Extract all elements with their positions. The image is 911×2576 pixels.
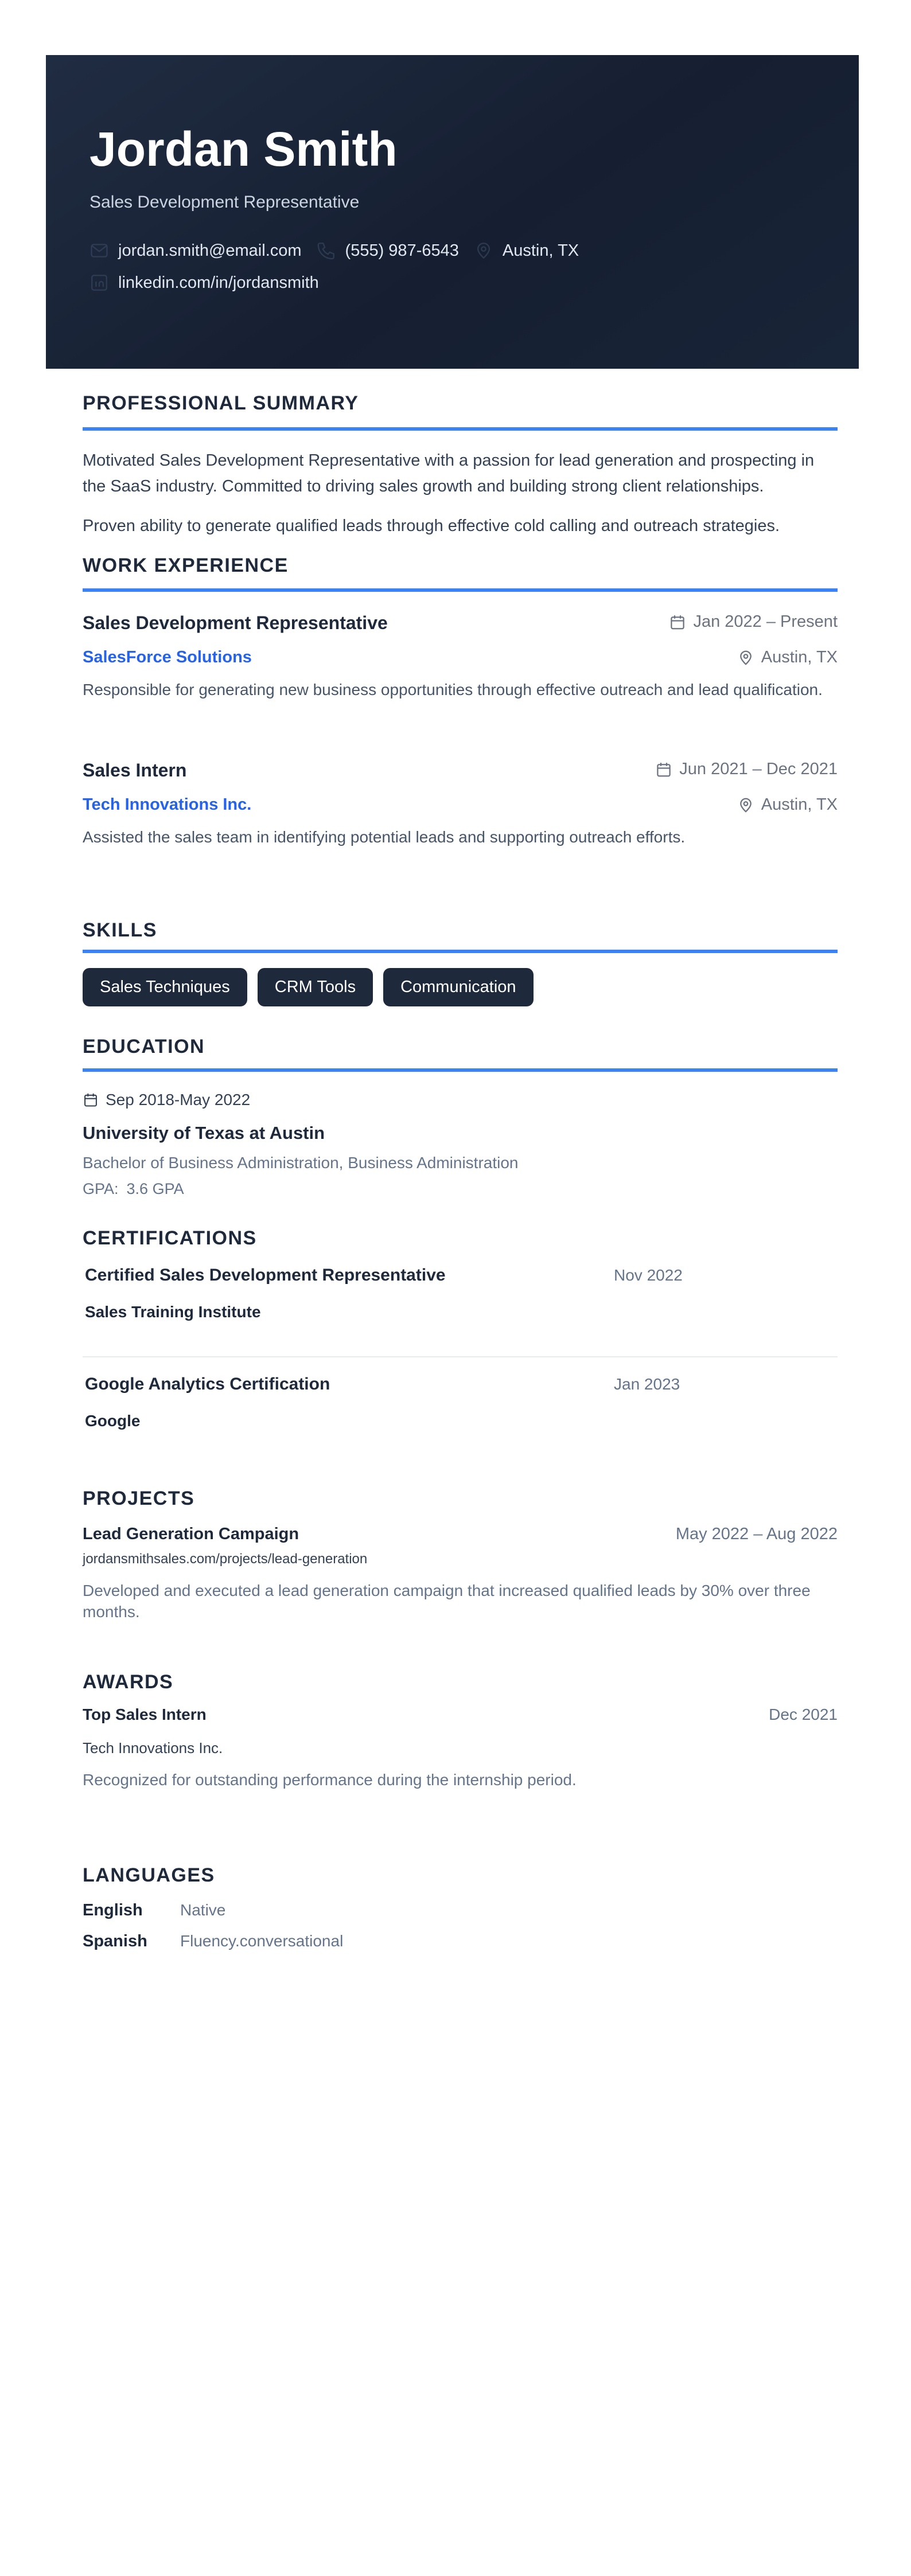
language-level: Native [180, 1901, 226, 1919]
contact-row-2 [89, 273, 824, 292]
job-title: Sales Intern [83, 760, 187, 780]
company-link: SalesForce Solutions [83, 648, 252, 666]
degree: Bachelor of Business Administration, Business Administration [83, 1154, 519, 1172]
location-pin-icon [737, 797, 754, 814]
summary-heading: PROFESSIONAL SUMMARY [83, 392, 359, 414]
section-languages [83, 1865, 838, 1950]
contact-info [89, 241, 824, 292]
education-date: Sep 2018-May 2022 [83, 1091, 838, 1109]
job-entry-2 [83, 760, 838, 848]
contact-linkedin-text: linkedin.com/in/jordansmith [118, 273, 319, 292]
job-date: Jan 2022 – Present [669, 612, 838, 631]
accent-rule [83, 1068, 838, 1072]
skill-chip: Sales Techniques [83, 968, 247, 1006]
award-name: Top Sales Intern [83, 1705, 207, 1723]
gpa-value: 3.6 GPA [126, 1180, 184, 1197]
location-pin-icon [474, 241, 493, 260]
skill-chip-list [83, 968, 838, 1006]
certification-name: Certified Sales Development Representative [85, 1266, 446, 1285]
school-name: University of Texas at Austin [83, 1123, 325, 1143]
language-row [83, 1933, 838, 1950]
language-name: Spanish [83, 1932, 147, 1950]
contact-row-1 [89, 241, 824, 260]
contact-phone-text: (555) 987-6543 [345, 241, 459, 260]
summary-paragraph-1: Motivated Sales Development Representative with a passion for lead generation and prospecting in the SaaS industry. Committed to driving sales growth and building strong client relationships. [83, 451, 815, 495]
award-description: Recognized for outstanding performance during the internship period. [83, 1771, 577, 1789]
accent-rule [83, 950, 838, 953]
contact-email [89, 241, 302, 260]
accent-rule [83, 427, 838, 431]
job-date: Jun 2021 – Dec 2021 [655, 760, 838, 779]
job-location: Austin, TX [737, 648, 838, 667]
calendar-icon [83, 1092, 99, 1108]
section-experience [83, 555, 838, 848]
certification-date: Nov 2022 [614, 1266, 683, 1284]
project-name: Lead Generation Campaign [83, 1525, 299, 1543]
skill-chip: CRM Tools [258, 968, 373, 1006]
languages-heading: LANGUAGES [83, 1864, 215, 1886]
certification-issuer: Sales Training Institute [85, 1303, 261, 1321]
contact-location-text: Austin, TX [502, 241, 579, 260]
contact-location [474, 241, 579, 260]
resume-body [83, 393, 838, 1950]
gpa-label: GPA: [83, 1180, 119, 1197]
skills-heading: SKILLS [83, 919, 157, 941]
job-title: Sales Development Representative [83, 612, 388, 633]
contact-email-text: jordan.smith@email.com [118, 241, 302, 260]
resume-header [46, 55, 859, 369]
skill-chip: Communication [383, 968, 533, 1006]
summary-paragraph-2: Proven ability to generate qualified leads through effective cold calling and outreach strategies. [83, 517, 780, 535]
person-job-title: Sales Development Representative [89, 193, 360, 212]
project-url: jordansmithsales.com/projects/lead-generation [83, 1551, 368, 1567]
contact-phone [317, 241, 459, 260]
job-entry-1 [83, 612, 838, 700]
project-description: Developed and executed a lead generation campaign that increased qualified leads by 30% over three months. [83, 1582, 811, 1621]
section-education [83, 1036, 838, 1197]
certification-date: Jan 2023 [614, 1375, 680, 1393]
certification-entry-2 [83, 1375, 838, 1430]
experience-heading: WORK EXPERIENCE [83, 555, 289, 576]
section-certifications [83, 1228, 838, 1430]
language-name: English [83, 1901, 143, 1919]
certifications-heading: CERTIFICATIONS [83, 1227, 257, 1249]
award-issuer: Tech Innovations Inc. [83, 1739, 223, 1757]
divider [83, 1356, 838, 1357]
language-level: Fluency.conversational [180, 1932, 344, 1950]
job-description: Responsible for generating new business opportunities through effective outreach and lead qualification. [83, 681, 823, 698]
language-row [83, 1902, 838, 1919]
project-entry [83, 1525, 838, 1622]
location-pin-icon [737, 649, 754, 666]
job-description: Assisted the sales team in identifying potential leads and supporting outreach efforts. [83, 828, 686, 846]
phone-icon [317, 241, 336, 260]
company-link: Tech Innovations Inc. [83, 795, 252, 814]
accent-rule [83, 588, 838, 592]
award-date: Dec 2021 [769, 1705, 838, 1723]
section-summary [83, 393, 838, 539]
certification-name: Google Analytics Certification [85, 1375, 330, 1394]
job-location: Austin, TX [737, 795, 838, 814]
education-heading: EDUCATION [83, 1036, 205, 1057]
contact-linkedin [89, 273, 319, 292]
email-icon [89, 241, 109, 260]
section-projects [83, 1488, 838, 1622]
awards-heading: AWARDS [83, 1671, 174, 1693]
linkedin-icon [89, 273, 109, 292]
person-name: Jordan Smith [89, 122, 398, 176]
calendar-icon [655, 761, 672, 778]
gpa [83, 1181, 838, 1197]
certification-entry-1 [83, 1266, 838, 1321]
project-date: May 2022 – Aug 2022 [675, 1525, 838, 1543]
section-skills [83, 920, 838, 1006]
projects-heading: PROJECTS [83, 1488, 195, 1509]
calendar-icon [669, 614, 686, 631]
certification-issuer: Google [85, 1412, 141, 1430]
award-entry [83, 1706, 838, 1789]
section-awards [83, 1672, 838, 1789]
